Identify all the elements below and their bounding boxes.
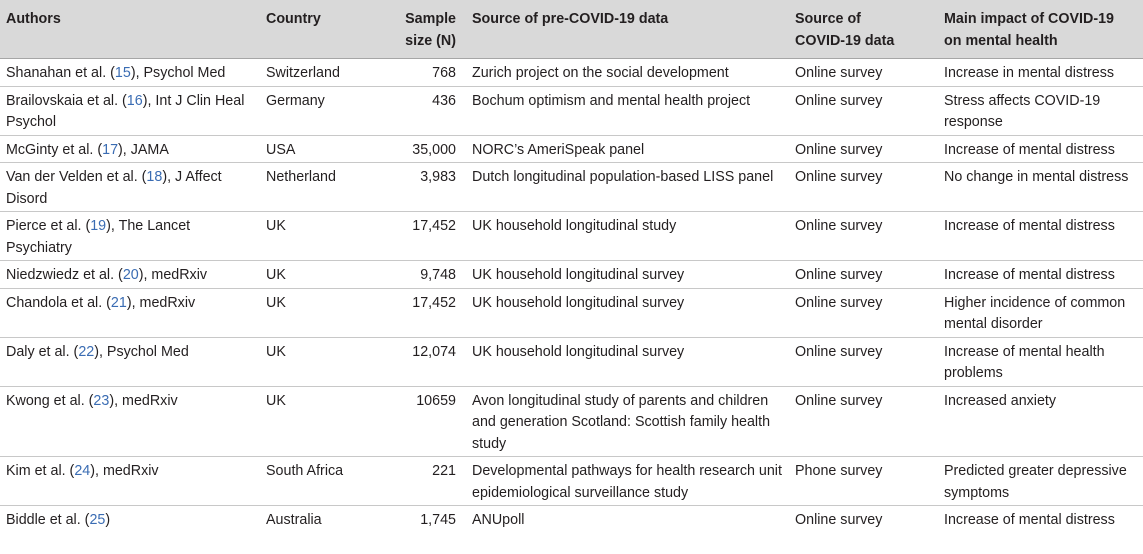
table-row (0, 135, 1143, 163)
cell-pre-covid-source: Zurich project on the social development (466, 59, 789, 87)
reference-link[interactable]: 25 (89, 512, 106, 528)
reference-link[interactable]: 17 (102, 141, 119, 158)
header-covid-source: Source of COVID-19 data (789, 0, 938, 59)
table-row (0, 212, 1143, 261)
table-row (0, 288, 1143, 337)
cell-sample-size: 10659 (373, 386, 466, 457)
reference-link[interactable]: 15 (114, 65, 131, 81)
cell-sample-size: 9,748 (373, 261, 466, 289)
reference-link[interactable]: 23 (93, 392, 110, 409)
cell-pre-covid-source: UK household longitudinal survey (466, 288, 789, 337)
cell-pre-covid-source: UK household longitudinal survey (466, 261, 789, 289)
cell-country: UK (260, 337, 373, 386)
cell-sample-size: 3,983 (373, 163, 466, 212)
cell-main-impact: Higher incidence of common mental disorder (938, 288, 1143, 337)
table-row (0, 337, 1143, 386)
table-row (0, 457, 1143, 506)
cell-main-impact: Increase of mental health problems (938, 337, 1143, 386)
cell-covid-source: Online survey (789, 386, 938, 457)
cell-sample-size: 12,074 (373, 337, 466, 386)
header-authors: Authors (0, 0, 260, 59)
cell-covid-source: Online survey (789, 261, 938, 289)
header-country: Country (260, 0, 373, 59)
cell-country: South Africa (260, 457, 373, 506)
cell-covid-source: Online survey (789, 135, 938, 163)
cell-authors: McGinty et al. (17), JAMA (0, 135, 260, 163)
cell-pre-covid-source: Bochum optimism and mental health project (466, 86, 789, 135)
cell-covid-source: Phone survey (789, 457, 938, 506)
cell-country: Netherland (260, 163, 373, 212)
cell-country: UK (260, 261, 373, 289)
header-sample-size: Sample size (N) (373, 0, 466, 59)
cell-authors: Niedzwiedz et al. (20), medRxiv (0, 261, 260, 289)
cell-sample-size: 17,452 (373, 288, 466, 337)
cell-main-impact: Increase of mental distress (938, 135, 1143, 163)
cell-country: UK (260, 212, 373, 261)
table-header (0, 0, 1143, 59)
header-row (0, 0, 1143, 59)
table-row (0, 261, 1143, 289)
cell-country: Switzerland (260, 59, 373, 87)
cell-country: UK (260, 386, 373, 457)
reference-link[interactable]: 24 (74, 463, 91, 479)
table-row (0, 59, 1143, 87)
cell-sample-size: 17,452 (373, 212, 466, 261)
cell-main-impact: Increase of mental distress (938, 212, 1143, 261)
cell-main-impact: Increase of mental distress (938, 261, 1143, 289)
reference-link[interactable]: 19 (90, 218, 107, 234)
cell-authors: Daly et al. (22), Psychol Med (0, 337, 260, 386)
cell-authors: Chandola et al. (21), medRxiv (0, 288, 260, 337)
reference-link[interactable]: 21 (110, 294, 127, 311)
table-row (0, 86, 1143, 135)
cell-pre-covid-source: Avon longitudinal study of parents and children and generation Scotland: Scottish family health study (466, 386, 789, 457)
table-row (0, 163, 1143, 212)
cell-covid-source: Online survey (789, 212, 938, 261)
header-main-impact: Main impact of COVID-19 on mental health (938, 0, 1143, 59)
cell-authors: Shanahan et al. (15), Psychol Med (0, 59, 260, 87)
cell-authors: Kim et al. (24), medRxiv (0, 457, 260, 506)
cell-pre-covid-source: UK household longitudinal survey (466, 337, 789, 386)
cell-sample-size: 1,745 (420, 512, 456, 528)
cell-main-impact: Increase in mental distress (938, 59, 1143, 87)
cell-country: USA (260, 135, 373, 163)
cell-sample-size: 221 (373, 457, 466, 506)
cell-authors: Pierce et al. (19), The Lancet Psychiatry (0, 212, 260, 261)
cell-covid-source: Online survey (789, 337, 938, 386)
cell-main-impact: Increased anxiety (938, 386, 1143, 457)
cell-authors: Van der Velden et al. (18), J Affect Disord (0, 163, 260, 212)
header-pre-covid-source: Source of pre-COVID-19 data (466, 0, 789, 59)
cell-pre-covid-source: NORC’s AmeriSpeak panel (466, 135, 789, 163)
cell-authors: Biddle et al. (25) (6, 512, 111, 528)
cell-main-impact: Stress affects COVID-19 response (938, 86, 1143, 135)
cell-authors: Brailovskaia et al. (16), Int J Clin Heal Psychol (0, 86, 260, 135)
cell-sample-size: 35,000 (373, 135, 466, 163)
cell-covid-source: Online survey (789, 59, 938, 87)
cell-main-impact: Predicted greater depressive symptoms (938, 457, 1143, 506)
cell-sample-size: 436 (373, 86, 466, 135)
cell-sample-size: 768 (373, 59, 466, 87)
cell-pre-covid-source: Dutch longitudinal population-based LISS panel (466, 163, 789, 212)
cell-pre-covid-source: UK household longitudinal study (466, 212, 789, 261)
cell-covid-source: Online survey (789, 86, 938, 135)
reference-link[interactable]: 16 (126, 92, 143, 109)
cell-covid-source: Online survey (789, 288, 938, 337)
cell-pre-covid-source: ANUpoll (472, 512, 525, 528)
cell-country: Australia (266, 512, 322, 528)
table-body (0, 59, 1143, 533)
cell-authors: Kwong et al. (23), medRxiv (0, 386, 260, 457)
cell-covid-source: Online survey (795, 512, 883, 528)
cell-main-impact: Increase of mental distress (944, 512, 1115, 528)
cell-country: UK (260, 288, 373, 337)
reference-link[interactable]: 18 (146, 169, 163, 185)
cell-pre-covid-source: Developmental pathways for health research unit epidemiological surveillance study (466, 457, 789, 506)
table-row (0, 386, 1143, 457)
reference-link[interactable]: 20 (122, 267, 139, 283)
cell-country: Germany (260, 86, 373, 135)
cell-main-impact: No change in mental distress (938, 163, 1143, 212)
table-row (0, 506, 1143, 533)
reference-link[interactable]: 22 (78, 343, 95, 360)
cell-covid-source: Online survey (789, 163, 938, 212)
